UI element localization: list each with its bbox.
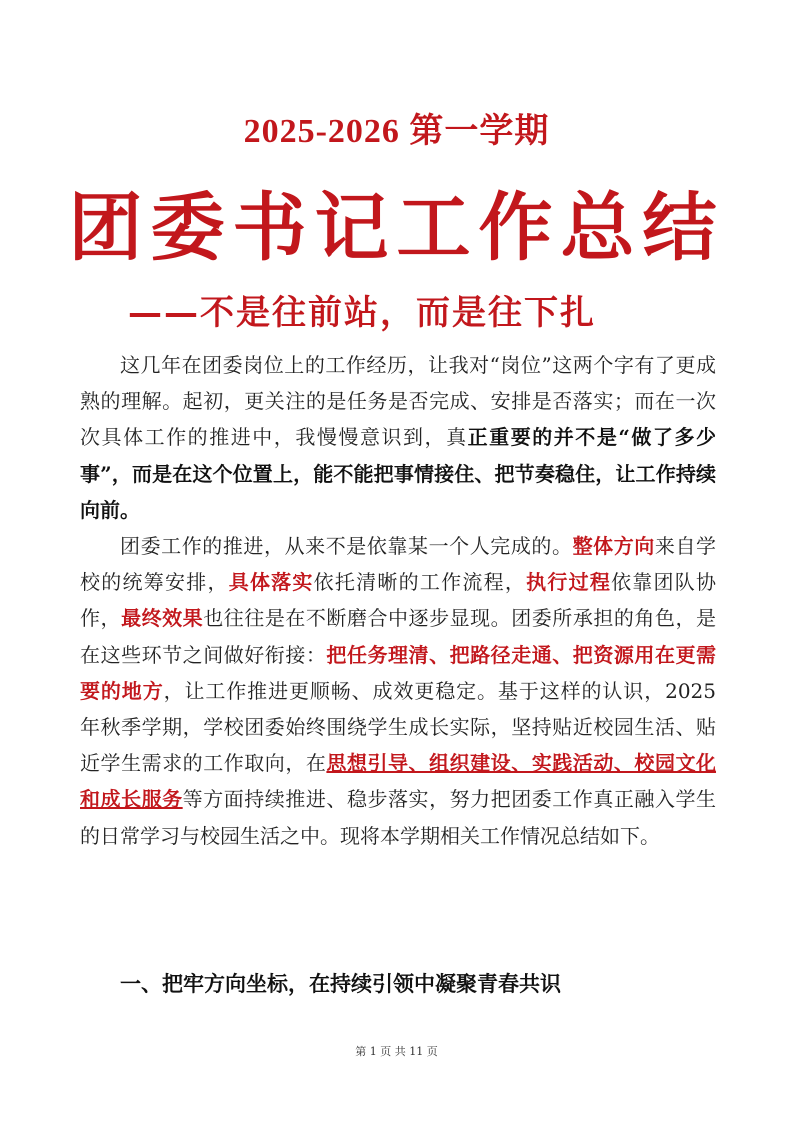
keyword-effect: 最终效果 [121, 606, 204, 631]
tagline: ——不是往前站，而是往下扎 [128, 293, 596, 333]
document-title: 团委书记工作总结 [68, 185, 725, 271]
intro-emphasis: 正重要的并不是“做了多少事”，而是在这个位置上，能不能把事情接住、把节奏稳住，让工作持续向前。 [80, 425, 717, 522]
paragraph-intro [80, 347, 716, 528]
keyword-work-areas: 思想引导、组织建设、实践活动、校园文化和成长服务 [80, 751, 717, 812]
term-heading: 2025-2026 第一学期 [243, 113, 550, 150]
role-text-6: ，让工作推进更顺畅、成效更稳定。基于这样的认识，2025 年秋季学期，学校团委始终围绕学生成长实际，坚持贴近校园生活、贴近学生需求的工作取向，在 [80, 678, 717, 776]
role-text-3: 依托清晰的工作流程， [313, 570, 527, 595]
keyword-linking: 把任务理清、把路径走通、把资源用在更需要的地方 [80, 642, 717, 703]
page-footer: 第 1 页 共 11 页 [355, 1045, 438, 1058]
role-text-7: 等方面持续推进、稳步落实，努力把团委工作真正融入学生的日常学习与校园生活之中。现将本学期相关工作情况总结如下。 [80, 787, 717, 848]
keyword-execution: 执行过程 [526, 570, 612, 595]
role-text-5: 也往往是在不断磨合中逐步显现。团委所承担的角色，是在这些环节之间做好衔接： [80, 606, 717, 667]
role-text-4: 依靠团队协作， [80, 570, 717, 631]
keyword-direction: 整体方向 [572, 534, 655, 559]
section-heading: 一、把牢方向坐标，在持续引领中凝聚青春共识 [120, 971, 561, 996]
role-text-1: 团委工作的推进，从来不是依靠某一个人完成的。 [120, 534, 573, 559]
body-text [80, 347, 716, 854]
role-text-2: 来自学校的统筹安排， [80, 534, 717, 595]
keyword-implementation: 具体落实 [228, 570, 314, 595]
paragraph-role [80, 528, 716, 854]
intro-text: 这几年在团委岗位上的工作经历，让我对“岗位”这两个字有了更成熟的理解。起初，更关注的是任务是否完成、安排是否落实；而在一次次具体工作的推进中，我慢慢意识到，真 [80, 353, 716, 450]
